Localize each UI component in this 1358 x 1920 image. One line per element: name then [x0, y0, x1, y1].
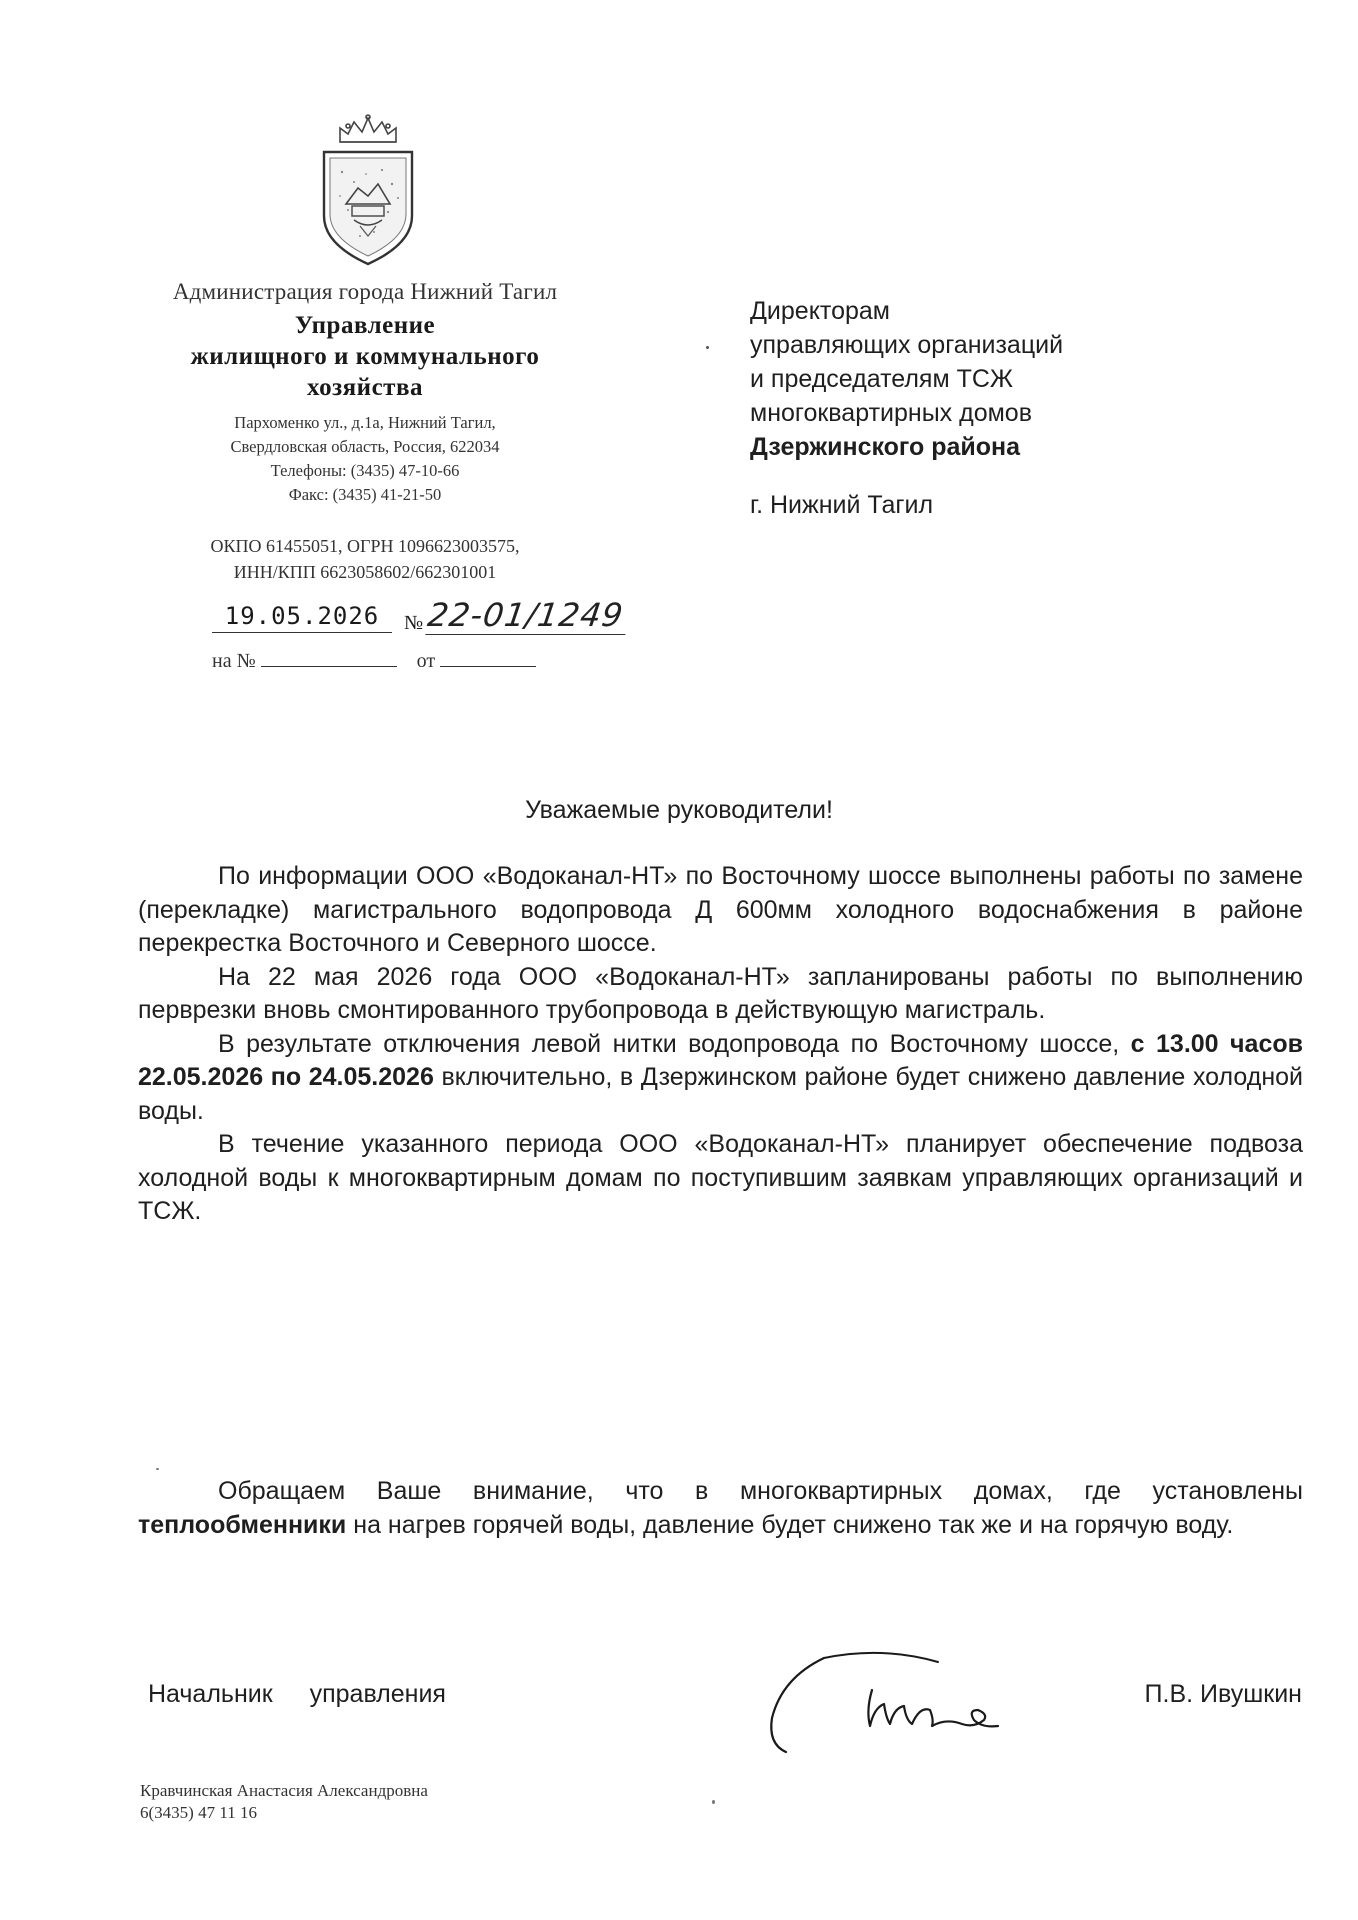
paragraph-4: В течение указанного периода ООО «Водоканал-НТ» планирует обеспечение подвоза холодной воды к многоквартирным домам по поступившим заявкам управляющих организаций и ТСЖ. — [138, 1130, 1303, 1225]
paragraph-5-end: на нагрев горячей воды, давление будет снижено так же и на горячую воду. — [353, 1511, 1234, 1539]
addressee-city: г. Нижний Тагил — [750, 491, 934, 519]
reference-number-blank — [261, 648, 397, 667]
paragraph-3-start: В результате отключения левой нитки водопровода по Восточному шоссе, — [218, 1029, 1120, 1058]
paragraph-5 — [138, 1474, 1303, 1542]
scan-speck — [712, 1800, 715, 1804]
greeting: Уважаемые руководители! — [525, 796, 833, 824]
signatory-title: Начальник управления — [148, 1680, 446, 1708]
addressee-line-3: и председателям ТСЖ — [750, 365, 1014, 393]
paragraph-5-bold: теплообменники — [138, 1511, 347, 1539]
department-line-3: хозяйства — [307, 374, 423, 401]
addressee-line-1: Директорам — [750, 297, 890, 325]
executor-block — [140, 1780, 428, 1824]
reference-number-label: на № — [212, 650, 256, 672]
letter-body — [138, 860, 1303, 1229]
address-line-1: Пархоменко ул., д.1а, Нижний Тагил, — [234, 413, 496, 432]
scan-speck — [156, 1468, 159, 1470]
paragraph-3 — [138, 1028, 1303, 1129]
paragraph-2: На 22 мая 2026 года ООО «Водоканал-НТ» запланированы работы по выполнению перврезки вновь смонтированного трубопровода в действующую магистраль. — [138, 962, 1303, 1024]
phone-line: Телефоны: (3435) 47-10-66 — [270, 461, 460, 480]
scan-speck — [706, 346, 709, 349]
addressee-district: Дзержинского района — [750, 433, 1021, 461]
department-line-2: жилищного и коммунального — [190, 343, 540, 370]
addressee-line-4: многоквартирных домов — [750, 399, 1032, 427]
addressee-line-2: управляющих организаций — [750, 331, 1064, 359]
paragraph-3-end: включительно, в Дзержинском районе будет снижено давление холодной воды. — [138, 1063, 1303, 1125]
department-line-1: Управление — [294, 312, 436, 339]
registry-codes-1: ОКПО 61455051, ОГРН 1096623003575, — [210, 536, 520, 556]
reference-from-label: от — [416, 650, 436, 672]
reference-date-blank — [440, 648, 536, 667]
executor-phone: 6(3435) 47 11 16 — [140, 1803, 257, 1822]
paragraph-3-period: с 13.00 часов 22.05.2026 по 24.05.2026 — [138, 1029, 1303, 1091]
signatory-name: П.В. Ивушкин — [1144, 1680, 1302, 1708]
department-name — [120, 310, 610, 403]
city-emblem-icon — [318, 112, 418, 272]
executor-name: Кравчинская Анастасия Александровна — [140, 1781, 428, 1800]
letterhead — [120, 276, 610, 585]
paragraph-5-start: Обращаем Ваше внимание, что в многоквартирных домах, где установлены — [218, 1477, 1303, 1505]
letter-body-note — [138, 1474, 1303, 1542]
handwritten-signature-icon — [762, 1648, 1002, 1758]
administration-name: Администрация города Нижний Тагил — [172, 279, 558, 304]
registration-number-label: № — [404, 612, 424, 634]
registration-number: 22-01/1249 — [425, 596, 630, 635]
fax-line: Факс: (3435) 41-21-50 — [288, 485, 442, 504]
reference-line — [212, 648, 536, 673]
registry-codes-2: ИНН/КПП 6623058602/662301001 — [233, 562, 497, 582]
address-line-2: Свердловская область, Россия, 622034 — [230, 437, 500, 456]
addressee-block — [750, 294, 1290, 522]
registration-date: 19.05.2026 — [212, 602, 392, 633]
paragraph-1: По информации ООО «Водоканал-НТ» по Восточному шоссе выполнены работы по замене (перекладке) магистрального водопровода Д 600мм холодного водоснабжения в районе перекрестка Восточного и Северного шоссе. — [138, 862, 1303, 957]
